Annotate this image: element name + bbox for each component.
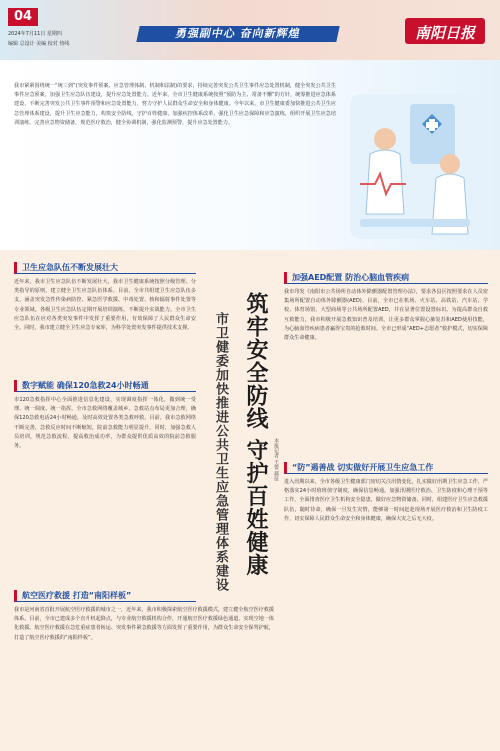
section-body-aed: 我市印发《南阳市公共场所自动体外除颤器配置管理办法》，要求各县区按照要求在人员密集场所配置自动体外除颤器(AED)。目前，全市已在机场、火车站、高铁站、汽车站、学校、体育场馆、大型商场等公共场所配置AED，并在显著位置设置标识。为提高群众自救互救能力，我市积极开展急救知识普及培训，让更多群众掌握心肺复苏和AED使用技能，为心脑血管疾病患者赢得宝贵的抢救时间。全市已形成“AED+志愿者”救护模式，切实保障群众生命健康。 [284,289,488,342]
section-heading-aviation: 航空医疗救援 打造“南阳样板” [14,590,196,602]
section-heading-aed: 加强AED配置 防治心脑血管疾病 [284,272,488,284]
section-heading-flood: “防”遏善战 切实做好开展卫生应急工作 [284,462,488,474]
section-heading-digital: 数字赋能 确保120急救24小时畅通 [14,380,196,392]
article-byline: 本报记者 王蕾 郝征 [273,438,279,482]
section-body-digital: 市120急救指挥中心全面推进信息化建设，实现调度指挥一体化，做到统一受理、统一调度、统一指挥。全市急救网络覆盖城乡，急救站点布局更加合理，确保120急救电话24小时畅通，及时高效处置各类急救呼救。目前，我市急救网络不断完善，急救反应时间不断缩短，院前急救能力明显提升。同时，加强急救人员培训，规范急救流程，提高救治成功率，为群众提供优质高效的院前急救服务。 [14,397,196,450]
masthead-logo: 南阳日报 [415,24,476,42]
section-body-team: 近年来，我市卫生应急队伍不断发展壮大，我市卫生健康系统按照分级管理、分类指导的原则，建立健全卫生应急队伍体系。目前，全市共组建卫生应急队伍多支，涵盖突发急性传染病防控、紧急医学救援、中毒处置、核和辐射事件处置等专业领域。各级卫生应急队伍定期开展培训演练，不断提升实战能力。全市卫生应急队伍在应对各类突发事件中发挥了重要作用，有效保障了人民群众生命安全。同时，我市建立健全卫生应急专家库，为科学处置突发事件提供技术支撑。 [14,279,196,332]
issue-date: 2024年7月11日 星期四 [8,31,62,37]
page-number: 04 [8,8,38,26]
medical-illustration [340,84,490,244]
intro-text: 我市紧紧围绕统一“统三到”(突发事件预案、应急管理体制、机制和法制)的要求，持续完善突发公共卫生事件应急处置机制，健全突发公共卫生事件应急预案，加强卫生应急队伍建设，提升应急处置能力。近年来，全市卫生健康系统按照“预防为主、常备不懈”的方针，统筹推进应急体系建设，不断完善突发公共卫生事件预警和应急处置能力，努力守护人民群众生命安全和身体健康。今年以来，市卫生健康委加快推进公共卫生应急管理体系建设，提升卫生应急能力，构筑安全防线，守护百姓健康，加强疾控体系改革，强化卫生应急保障和应急演练，组织开展卫生应急培训演练，完善应急物资储备，规范医疗救治，健全协调机制，强化监测预警，提升应急处置能力。 [14,83,336,126]
section-body-flood: 进入汛期以来，全市各级卫生健康部门密切关注汛情变化，扎实做好汛期卫生应急工作，严格落实24小时值班值守制度，确保信息畅通。加强汛期医疗救治、卫生防疫和心理干预等工作，全面排查医疗卫生机构安全隐患，做好应急物资储备。同时，组建医疗卫生应急救援队伍，随时待命，确保一旦发生灾情，能够第一时间赶赴现场开展医疗救治和卫生防疫工作，切实保障人民群众生命安全和身体健康，确保大灾之后无大疫。 [284,479,488,522]
editor-line: 编辑 总设计 美编 校对 热线 [8,41,70,47]
section-body-aviation: 我市是河南省首批开展航空医疗救援的城市之一，近年来，我市积极探索航空医疗救援模式，建立健全航空医疗救援体系。目前，全市已建成多个直升机起降点，与专业航空救援机构合作，开通航空医疗救援绿色通道，实现空地一体化救援。航空医疗救援在急危重症患者转运、突发事件紧急救援等方面发挥了重要作用，为群众生命安全保驾护航，打造了航空医疗救援的“南阳样板”。 [14,607,274,641]
article-subtitle: 市卫健委加快推进公共卫生应急管理体系建设 [213,312,228,592]
section-heading-team: 卫生应急队伍不断发展壮大 [14,262,196,274]
header-slogan: 勇强副中心 奋向新辉煌 [136,26,339,42]
article-title: 筑牢安全防线 守护百姓健康 [243,292,269,577]
